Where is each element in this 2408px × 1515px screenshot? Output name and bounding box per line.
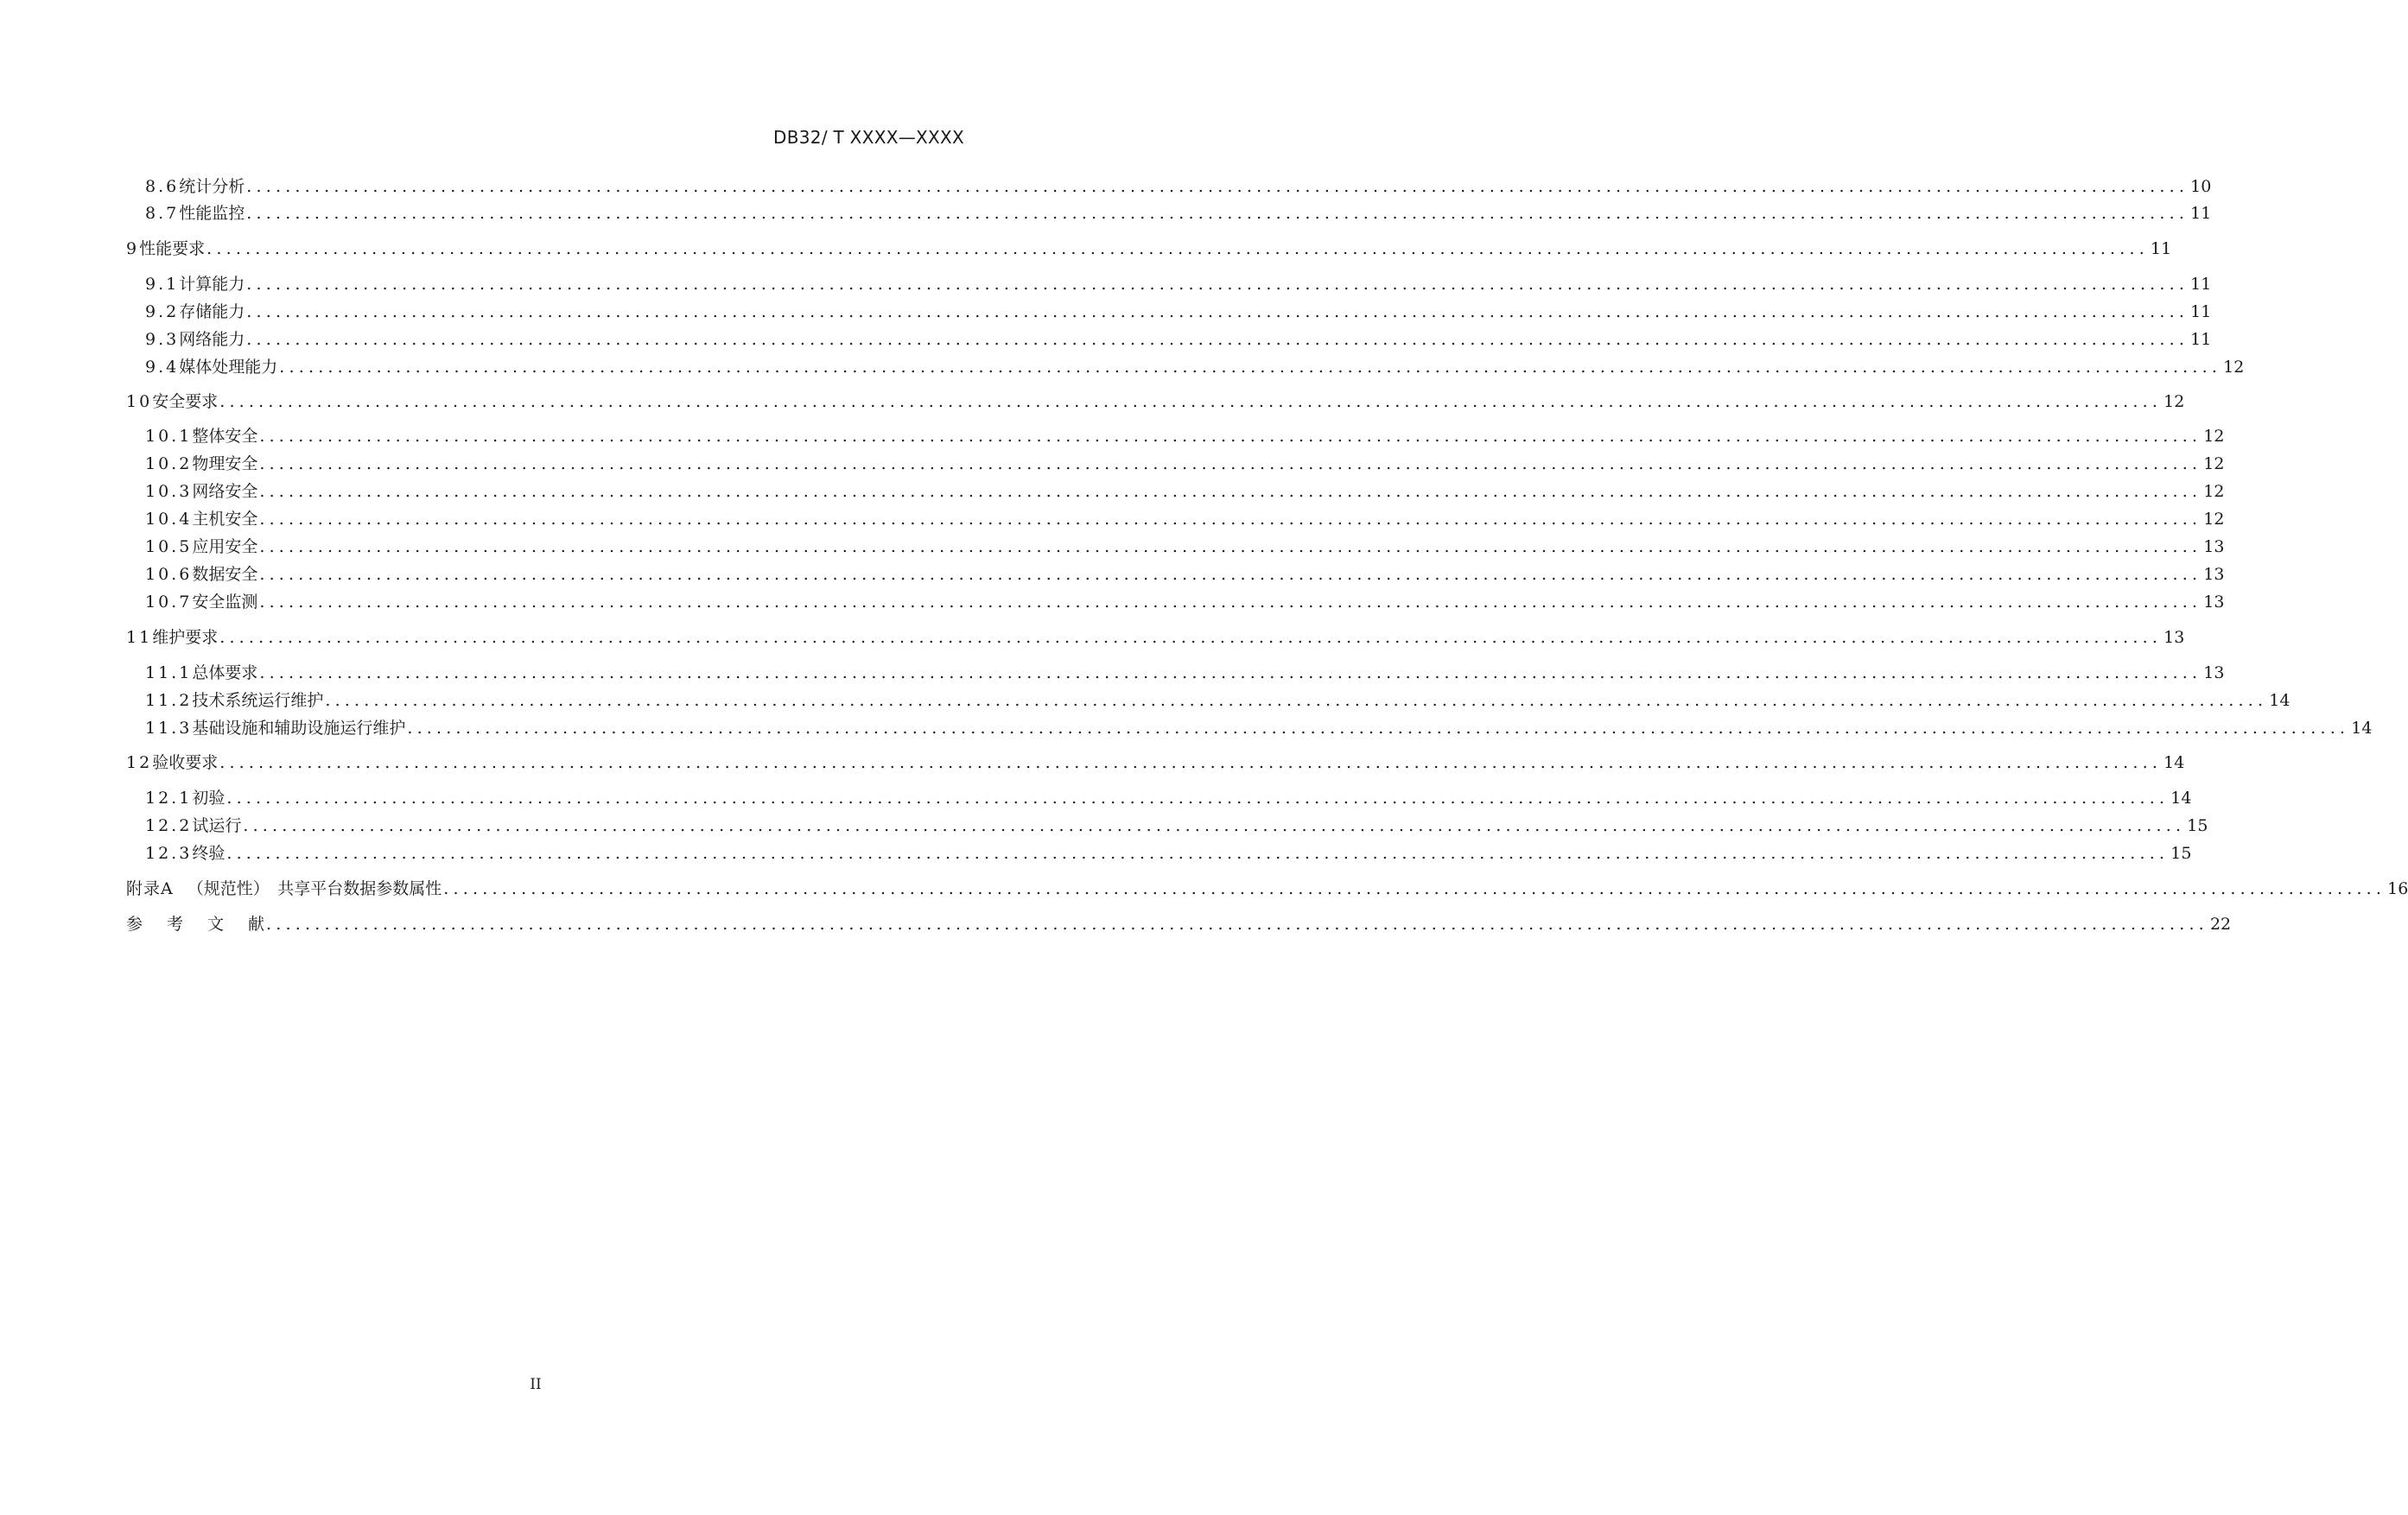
toc-leader-dots: ........................................................................................................................................................................................................ xyxy=(246,177,2189,196)
toc-entry-number: 12 xyxy=(126,753,153,772)
toc-leader-dots: ........................................................................................................................................................................................................ xyxy=(226,789,2170,808)
toc-entry-page: 13 xyxy=(2203,565,2225,584)
toc-entry[interactable] xyxy=(126,841,2192,865)
toc-entry[interactable] xyxy=(126,688,2290,713)
toc-leader-dots: ........................................................................................................................................................................................................ xyxy=(219,628,2163,647)
toc-entry-number: 11.3 xyxy=(145,719,193,738)
toc-entry-title: 安全监测 xyxy=(192,593,258,612)
toc-entry-title: 数据安全 xyxy=(192,565,258,584)
toc-entry-title: 主机安全 xyxy=(192,510,258,529)
toc-entry-number: 9 xyxy=(126,239,140,258)
toc-entry[interactable] xyxy=(126,535,2225,559)
toc-entry-number: 10 xyxy=(126,392,153,411)
toc-entry-title: 技术系统运行维护 xyxy=(192,691,324,710)
toc-leader-dots: ........................................................................................................................................................................................................ xyxy=(259,663,2202,682)
toc-entry-title: 终验 xyxy=(192,844,226,863)
toc-entry[interactable] xyxy=(126,201,2212,225)
toc-entry-number: 9.4 xyxy=(145,358,180,377)
toc-entry-title: 试运行 xyxy=(192,816,242,835)
toc-entry-number: 8.7 xyxy=(145,204,180,223)
toc-leader-dots: ........................................................................................................................................................................................................ xyxy=(246,330,2189,349)
toc-entry-number: 10.2 xyxy=(145,454,193,473)
toc-entry-page: 11 xyxy=(2190,275,2212,294)
toc-entry-title: 性能要求 xyxy=(139,239,206,258)
toc-entry-title: 基础设施和辅助设施运行维护 xyxy=(192,719,406,738)
toc-leader-dots: ........................................................................................................................................................................................................ xyxy=(246,204,2189,223)
toc-entry-number: 10.6 xyxy=(145,565,193,584)
toc-entry-number: 9.2 xyxy=(145,302,180,321)
toc-entry-page: 14 xyxy=(2170,789,2192,808)
toc-entry-page: 13 xyxy=(2163,628,2185,647)
toc-entry-page: 15 xyxy=(2187,816,2208,835)
toc-leader-dots: ........................................................................................................................................................................................................ xyxy=(259,427,2202,446)
toc-entry-number: 12.2 xyxy=(145,816,193,835)
toc-entry-page: 15 xyxy=(2170,844,2192,863)
toc-entry-page: 14 xyxy=(2351,719,2373,738)
toc-entry[interactable] xyxy=(126,327,2212,352)
toc-leader-dots: ........................................................................................................................................................................................................ xyxy=(279,358,2222,377)
toc-leader-dots: ........................................................................................................................................................................................................ xyxy=(407,719,2350,738)
toc-entry-page: 12 xyxy=(2203,454,2225,473)
toc-entry[interactable] xyxy=(126,814,2208,838)
toc-entry[interactable] xyxy=(126,174,2212,199)
toc-entry-title: 计算能力 xyxy=(179,275,245,294)
toc-leader-dots: ........................................................................................................................................................................................................ xyxy=(219,392,2163,411)
toc-entry-number: 10.1 xyxy=(145,427,193,446)
toc-leader-dots: ........................................................................................................................................................................................................ xyxy=(259,593,2202,612)
toc-entry-title: 总体要求 xyxy=(192,663,258,682)
toc-leader-dots: ........................................................................................................................................................................................................ xyxy=(259,482,2202,501)
toc-entry-page: 12 xyxy=(2203,427,2225,446)
toc-entry-number: 9.1 xyxy=(145,275,180,294)
toc-entry-appendix[interactable] xyxy=(126,877,2408,901)
toc-entry-number: 8.6 xyxy=(145,177,180,196)
toc-entry[interactable] xyxy=(126,300,2212,324)
toc-entry-page: 11 xyxy=(2190,330,2212,349)
toc-entry-page: 13 xyxy=(2203,593,2225,612)
toc-entry-title: 网络能力 xyxy=(179,330,245,349)
toc-entry-page: 13 xyxy=(2203,663,2225,682)
toc-entry-title: 存储能力 xyxy=(179,302,245,321)
toc-entry-page: 12 xyxy=(2203,482,2225,501)
toc-entry-page: 12 xyxy=(2203,510,2225,529)
toc-entry-page: 13 xyxy=(2203,537,2225,556)
toc-entry-page: 11 xyxy=(2190,302,2212,321)
toc-entry-number: 11.1 xyxy=(145,663,193,682)
toc-entry-number: 11 xyxy=(126,628,153,647)
document-code: DB32/ T XXXX—XXXX xyxy=(773,127,964,148)
toc-leader-dots: ........................................................................................................................................................................................................ xyxy=(206,239,2150,258)
toc-entry-title: 性能监控 xyxy=(179,204,245,223)
toc-entry[interactable] xyxy=(126,272,2212,296)
toc-entry[interactable] xyxy=(126,590,2225,614)
toc-leader-dots: ........................................................................................................................................................................................................ xyxy=(243,816,2186,835)
toc-entry-page: 12 xyxy=(2223,358,2245,377)
toc-entry[interactable] xyxy=(126,355,2245,379)
toc-leader-dots: ........................................................................................................................................................................................................ xyxy=(266,915,2208,934)
toc-entry[interactable] xyxy=(126,390,2185,414)
toc-entry-page: 14 xyxy=(2163,753,2185,772)
toc-leader-dots: ........................................................................................................................................................................................................ xyxy=(443,879,2386,898)
toc-leader-dots: ........................................................................................................................................................................................................ xyxy=(259,510,2202,529)
toc-entry-number: 9.3 xyxy=(145,330,180,349)
toc-entry-page: 16 xyxy=(2387,879,2408,898)
toc-entry[interactable] xyxy=(126,786,2192,810)
toc-entry[interactable] xyxy=(126,479,2225,504)
toc-leader-dots: ........................................................................................................................................................................................................ xyxy=(259,565,2202,584)
toc-entry-number: 10.5 xyxy=(145,537,193,556)
toc-entry-number: 12.1 xyxy=(145,789,193,808)
toc-entry-title: （规范性） 共享平台数据参数属性 xyxy=(187,879,442,898)
toc-entry-page: 10 xyxy=(2190,177,2212,196)
toc-entry[interactable] xyxy=(126,507,2225,531)
toc-entry-number: 10.7 xyxy=(145,593,193,612)
toc-entry-page: 14 xyxy=(2269,691,2290,710)
toc-entry-references[interactable] xyxy=(126,912,2232,936)
toc-leader-dots: ........................................................................................................................................................................................................ xyxy=(325,691,2268,710)
toc-entry[interactable] xyxy=(126,716,2373,740)
toc-entry[interactable] xyxy=(126,751,2185,775)
toc-entry[interactable] xyxy=(126,562,2225,586)
toc-entry-title: 参考文献 xyxy=(126,915,289,934)
toc-entry[interactable] xyxy=(126,424,2225,448)
toc-entry-title: 整体安全 xyxy=(192,427,258,446)
toc-leader-dots: ........................................................................................................................................................................................................ xyxy=(246,275,2189,294)
page-number: II xyxy=(530,1376,542,1393)
toc-entry-number: 11.2 xyxy=(145,691,193,710)
toc-entry-number: 10.4 xyxy=(145,510,193,529)
toc-entry-title: 网络安全 xyxy=(192,482,258,501)
toc-entry-page: 11 xyxy=(2190,204,2212,223)
toc-entry-title: 初验 xyxy=(192,789,226,808)
toc-entry[interactable] xyxy=(126,237,2172,261)
toc-entry[interactable] xyxy=(126,452,2225,476)
toc-entry-page: 12 xyxy=(2163,392,2185,411)
toc-entry-title: 维护要求 xyxy=(152,628,219,647)
toc-entry-number: 12.3 xyxy=(145,844,193,863)
toc-entry-number: 10.3 xyxy=(145,482,193,501)
toc-entry-title: 媒体处理能力 xyxy=(179,358,278,377)
toc-entry[interactable] xyxy=(126,625,2185,650)
toc-leader-dots: ........................................................................................................................................................................................................ xyxy=(259,537,2202,556)
toc-entry-title: 验收要求 xyxy=(152,753,219,772)
toc-leader-dots: ........................................................................................................................................................................................................ xyxy=(219,753,2163,772)
toc-leader-dots: ........................................................................................................................................................................................................ xyxy=(246,302,2189,321)
toc-entry-title: 应用安全 xyxy=(192,537,258,556)
toc-leader-dots: ........................................................................................................................................................................................................ xyxy=(259,454,2202,473)
toc-entry-page: 11 xyxy=(2151,239,2172,258)
toc-entry-number: 附录A xyxy=(126,879,174,898)
toc-entry-page: 22 xyxy=(2209,915,2232,934)
toc-leader-dots: ........................................................................................................................................................................................................ xyxy=(226,844,2170,863)
toc-entry-title: 物理安全 xyxy=(192,454,258,473)
toc-entry-title: 安全要求 xyxy=(152,392,219,411)
toc-entry[interactable] xyxy=(126,661,2225,685)
toc-entry-title: 统计分析 xyxy=(179,177,245,196)
